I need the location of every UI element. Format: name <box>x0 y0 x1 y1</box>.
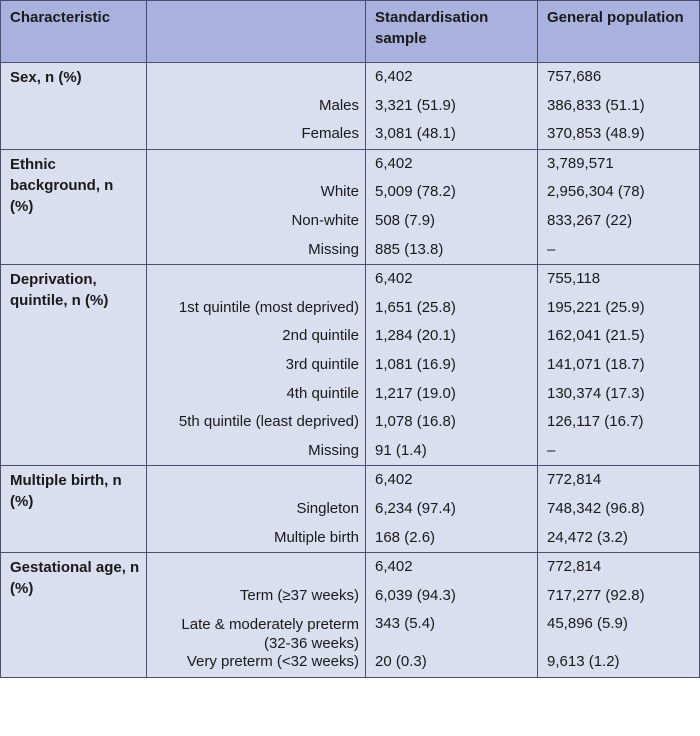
sample-cell <box>366 63 538 150</box>
category-label: Sex, n (%) <box>10 69 82 86</box>
sample-value: 1,284 (20.1) <box>375 327 456 345</box>
subcategory-label: 2nd quintile <box>282 327 359 345</box>
header-general-population: General population <box>538 1 700 63</box>
group-row <box>1 63 700 150</box>
category-label: Deprivation, quintile, n (%) <box>10 271 109 310</box>
subcategory-cell <box>147 466 366 553</box>
subcategory-blank <box>156 265 359 294</box>
population-value: 130,374 (17.3) <box>547 384 645 402</box>
population-value: 195,221 (25.9) <box>547 298 645 316</box>
subcategory-label: Females <box>301 125 359 143</box>
population-total: 772,814 <box>547 558 602 576</box>
category-label: Gestational age, n (%) <box>10 559 140 598</box>
subcategory-cell <box>147 149 366 264</box>
sample-total: 6,402 <box>375 154 413 172</box>
population-total: 3,789,571 <box>547 154 614 172</box>
group-row <box>1 466 700 553</box>
header-subcategory <box>147 1 366 63</box>
population-cell <box>538 265 700 466</box>
category-cell <box>1 466 147 553</box>
subcategory-label: Late & moderately preterm (32-36 weeks) <box>181 616 359 653</box>
sample-value: 91 (1.4) <box>375 441 427 459</box>
population-value: 9,613 (1.2) <box>547 653 620 671</box>
sample-value: 168 (2.6) <box>375 528 436 546</box>
subcategory-label: Males <box>318 96 359 114</box>
subcategory-label: 5th quintile (least deprived) <box>178 413 359 431</box>
subcategory-label: Non-white <box>291 211 359 229</box>
population-value: – <box>547 240 556 258</box>
population-value: 126,117 (16.7) <box>547 413 644 431</box>
header-characteristic: Characteristic <box>1 1 147 63</box>
population-value: 386,833 (51.1) <box>547 96 645 114</box>
sample-value: 6,039 (94.3) <box>375 586 456 604</box>
sample-value: 508 (7.9) <box>375 211 436 229</box>
sample-value: 343 (5.4) <box>375 615 436 633</box>
subcategory-blank <box>156 63 359 92</box>
sample-value: 5,009 (78.2) <box>375 183 456 201</box>
population-value: 2,956,304 (78) <box>547 183 645 201</box>
sample-cell <box>366 149 538 264</box>
subcategory-cell <box>147 265 366 466</box>
category-cell <box>1 63 147 150</box>
category-cell <box>1 265 147 466</box>
subcategory-label: Singleton <box>296 499 359 517</box>
population-value: – <box>547 441 556 459</box>
sample-cell <box>366 553 538 678</box>
table-body <box>1 63 700 678</box>
population-value: 162,041 (21.5) <box>547 327 645 345</box>
sample-value: 1,078 (16.8) <box>375 413 456 431</box>
subcategory-blank <box>156 553 359 582</box>
group-row <box>1 553 700 678</box>
sample-value: 20 (0.3) <box>375 653 427 671</box>
sample-cell <box>366 265 538 466</box>
population-value: 141,071 (18.7) <box>547 355 645 373</box>
subcategory-label: 1st quintile (most deprived) <box>178 298 359 316</box>
category-label: Ethnic background, n (%) <box>10 155 114 215</box>
population-value: 370,853 (48.9) <box>547 125 645 143</box>
category-cell <box>1 149 147 264</box>
sample-total: 6,402 <box>375 471 413 489</box>
sample-value: 3,321 (51.9) <box>375 96 456 114</box>
population-value: 45,896 (5.9) <box>547 615 628 633</box>
sample-value: 1,081 (16.9) <box>375 355 456 373</box>
population-value: 717,277 (92.8) <box>547 586 645 604</box>
subcategory-label: 3rd quintile <box>285 355 359 373</box>
population-cell <box>538 466 700 553</box>
sample-value: 3,081 (48.1) <box>375 125 456 143</box>
population-cell <box>538 149 700 264</box>
population-value: 24,472 (3.2) <box>547 528 628 546</box>
population-total: 755,118 <box>547 270 601 288</box>
group-row <box>1 149 700 264</box>
subcategory-label: Missing <box>308 441 359 459</box>
subcategory-label: Multiple birth <box>273 528 359 546</box>
population-total: 757,686 <box>547 68 602 85</box>
subcategory-label: Missing <box>308 240 359 258</box>
sample-cell <box>366 466 538 553</box>
sample-value: 1,651 (25.8) <box>375 298 456 316</box>
sample-total: 6,402 <box>375 270 413 288</box>
sample-total: 6,402 <box>375 558 413 576</box>
population-cell <box>538 553 700 678</box>
sample-total: 6,402 <box>375 68 413 85</box>
sample-value: 885 (13.8) <box>375 240 444 258</box>
subcategory-blank <box>156 150 359 179</box>
subcategory-blank <box>156 466 359 495</box>
header-row <box>1 1 700 63</box>
subcategory-label: Term (≥37 weeks) <box>239 586 359 604</box>
category-label: Multiple birth, n (%) <box>10 472 122 511</box>
group-row <box>1 265 700 466</box>
population-cell <box>538 63 700 150</box>
category-cell <box>1 553 147 678</box>
subcategory-cell <box>147 553 366 678</box>
subcategory-label: Very preterm (<32 weeks) <box>186 653 359 671</box>
population-value: 833,267 (22) <box>547 211 633 229</box>
subcategory-label: White <box>320 183 359 201</box>
population-value: 748,342 (96.8) <box>547 499 645 517</box>
subcategory-cell <box>147 63 366 150</box>
header-standardisation-sample: Standardisation sample <box>366 1 538 63</box>
sample-value: 1,217 (19.0) <box>375 384 456 402</box>
sample-value: 6,234 (97.4) <box>375 499 456 517</box>
subcategory-label: 4th quintile <box>286 384 359 402</box>
population-total: 772,814 <box>547 471 602 489</box>
